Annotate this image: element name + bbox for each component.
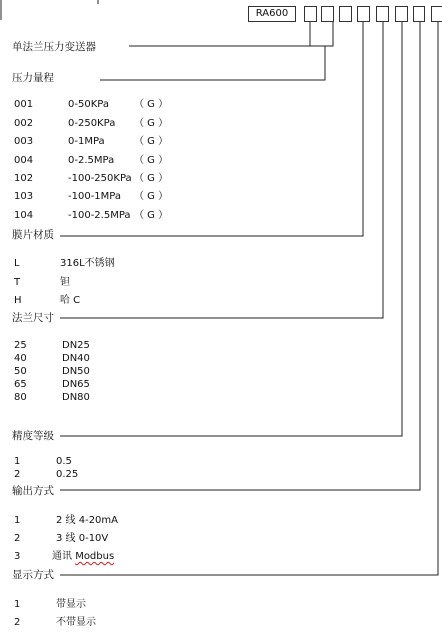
section-accuracy-label: 精度等级 xyxy=(12,430,54,442)
flange-code: 65 xyxy=(14,379,27,390)
code-slot-2 xyxy=(321,6,334,22)
flange-value: DN80 xyxy=(62,392,90,403)
code-slot-7 xyxy=(413,6,425,22)
display-value: 带显示 xyxy=(56,599,86,610)
range-leader xyxy=(100,46,325,80)
flange-value: DN65 xyxy=(62,379,90,390)
display-value: 不带显示 xyxy=(56,617,96,628)
range-code: 002 xyxy=(14,118,34,129)
range-code: 003 xyxy=(14,136,34,147)
code-slot-6 xyxy=(395,6,408,22)
spellcheck-marked-word: Modbus xyxy=(75,551,115,562)
accuracy-value: 0.25 xyxy=(56,469,79,480)
flange-code: 40 xyxy=(14,353,27,364)
code-slot-4 xyxy=(357,6,370,22)
flange-value: DN40 xyxy=(62,353,90,364)
output-value: 3 线 0-10V xyxy=(56,533,109,544)
diaphragm-value: 316L不锈钢 xyxy=(60,258,115,269)
section-output-label: 输出方式 xyxy=(12,485,54,497)
flange-code: 25 xyxy=(14,340,27,351)
section-range-label: 压力量程 xyxy=(12,72,54,84)
flange-code: 50 xyxy=(14,366,27,377)
flange-code: 80 xyxy=(14,392,27,403)
code-slot-1 xyxy=(304,6,317,22)
flange-value: DN25 xyxy=(62,340,90,351)
diaphragm-code: H xyxy=(14,295,22,306)
section-diaphragm-label: 膜片材质 xyxy=(12,229,54,241)
range-value: 0-50KPa xyxy=(68,99,109,110)
range-code: 104 xyxy=(14,210,34,221)
flange-leader xyxy=(60,22,383,318)
range-unit: （ G ） xyxy=(134,136,169,147)
title-bracket xyxy=(310,22,333,46)
accuracy-leader xyxy=(60,22,402,436)
output-code: 2 xyxy=(14,533,21,544)
accuracy-code: 2 xyxy=(14,469,21,480)
range-code: 001 xyxy=(14,99,34,110)
code-slot-5 xyxy=(376,6,389,22)
display-code: 1 xyxy=(14,599,21,610)
range-unit: （ G ） xyxy=(134,191,169,202)
section-flange-label: 法兰尺寸 xyxy=(12,312,54,324)
display-code: 2 xyxy=(14,617,21,628)
range-value: 0-1MPa xyxy=(68,136,105,147)
range-code: 103 xyxy=(14,191,34,202)
range-value: -100-250KPa xyxy=(68,173,132,184)
diaphragm-value: 哈 C xyxy=(60,295,81,306)
model-code-box: RA600 xyxy=(248,6,296,22)
output-code: 1 xyxy=(14,515,21,526)
accuracy-value: 0.5 xyxy=(56,456,72,467)
range-code: 102 xyxy=(14,173,34,184)
product-title: 单法兰压力变送器 xyxy=(12,41,96,53)
diaphragm-value: 钽 xyxy=(60,277,70,288)
range-unit: （ G ） xyxy=(134,155,169,166)
code-slot-3 xyxy=(339,6,352,22)
output-leader xyxy=(60,22,420,490)
range-unit: （ G ） xyxy=(134,173,169,184)
range-value: -100-1MPa xyxy=(68,191,122,202)
display-leader xyxy=(60,22,438,575)
flange-value: DN50 xyxy=(62,366,90,377)
range-code: 004 xyxy=(14,155,34,166)
output-code: 3 xyxy=(14,551,21,562)
output-value: 2 线 4-20mA xyxy=(56,515,118,526)
accuracy-code: 1 xyxy=(14,456,21,467)
output-value xyxy=(52,551,114,563)
range-unit: （ G ） xyxy=(134,210,169,221)
range-unit: （ G ） xyxy=(134,99,169,110)
diaphragm-code: T xyxy=(14,277,21,288)
code-slot-8 xyxy=(431,6,442,22)
section-display-label: 显示方式 xyxy=(12,569,54,581)
range-value: 0-250KPa xyxy=(68,118,116,129)
range-value: 0-2.5MPa xyxy=(68,155,115,166)
range-value: -100-2.5MPa xyxy=(68,210,131,221)
diaphragm-code: L xyxy=(14,258,20,269)
output-value-prefix: 通讯 xyxy=(52,551,76,562)
range-unit: （ G ） xyxy=(134,118,169,129)
